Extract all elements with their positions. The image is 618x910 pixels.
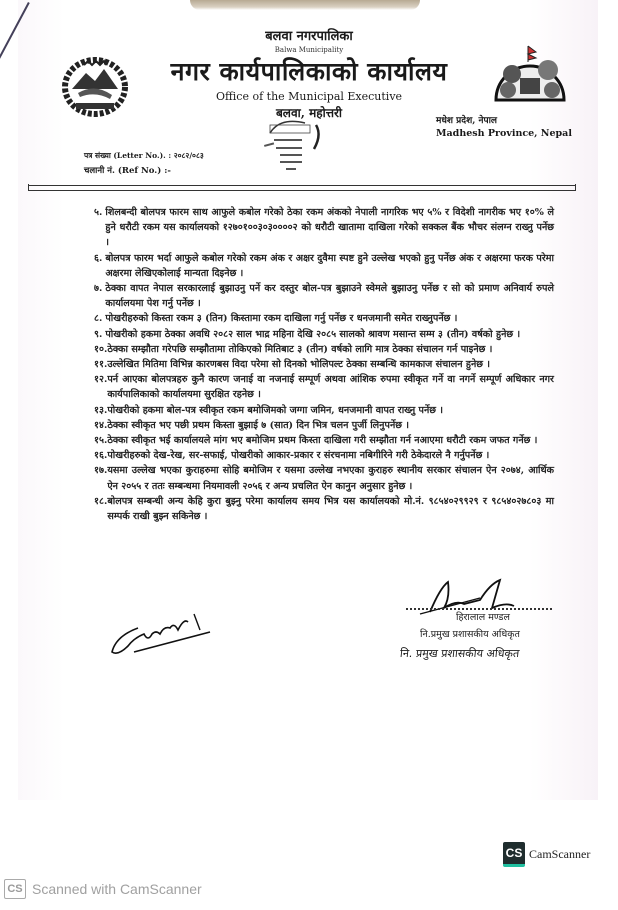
list-item: १०. ठेक्का सम्झौता गरेपछि सम्झौतामा तोकिएको मितिबाट ३ (तीन) वर्षको लागि मात्र ठेक्का संचालन गर्न पाइनेछ । — [94, 343, 493, 355]
signatory-title-handwritten: नि. प्रमुख प्रशासकीय अधिकृत — [399, 647, 520, 660]
province-en: Madhesh Province, Nepal — [436, 128, 572, 139]
camscanner-logo-icon: CS — [503, 842, 525, 867]
page-edge-shadow — [190, 0, 420, 10]
office-title-np: नगर कार्यपालिकाको कार्यालय — [170, 57, 448, 86]
scanned-with-footer — [4, 879, 202, 899]
scanned-with-label: Scanned with CamScanner — [32, 881, 202, 897]
camscanner-footer-logo-icon: CS — [4, 879, 26, 899]
list-item: ८. पोखरीहरुको किस्ता रकम ३ (तिन) किस्तामा रकम दाखिला गर्नु पर्नेछ र धनजमानी समेत राख्नुपर्नेछ । — [94, 313, 458, 325]
list-item: १३. पोखरीको हकमा बोल-पत्र स्वीकृत रकम बमोजिमको जग्गा जमिन, धनजमानी वापत राख्नु पर्नेछ । — [94, 404, 444, 416]
list-item: ५. शिलबन्दी बोलपत्र फारम साथ आफुले कबोल गरेको ठेका रकम अंकको नेपाली नागरिक भए ५% र विदेशी नागरीक भए १०% ले हुने धरौटी रकम यस कार्यालयको १२७०१००३०३००००२ को धरौटी खातामा दाखिला गरेको सक्कल बैंक भौचर संलग्न राख्नु पर्नेछ । — [94, 207, 554, 249]
signatory-title: नि.प्रमुख प्रशासकीय अधिकृत — [420, 629, 520, 640]
handwritten-signature-left — [108, 608, 218, 663]
nepal-emblem-icon — [60, 55, 130, 117]
list-item: ९. पोखरीको हकमा ठेक्का अवधि २०८२ साल भाद्र महिना देखि २०८५ सालको श्रावण मसान्त सम्म ३ (तीन) वर्षको हुनेछ । — [94, 328, 521, 340]
province-np: मधेश प्रदेश, नेपाल — [436, 116, 497, 126]
camscanner-badge — [503, 842, 590, 867]
camscanner-label: CamScanner — [529, 847, 591, 861]
list-item: १७. यसमा उल्लेख भएका कुराहरुमा सोहि बमोजिम र यसमा उल्लेख नभएका कुराहरु स्थानीय सरकार संचालन ऐन २०७४, आर्थिक ऐन २०५५ र ततः सम्बन्धमा नियमावली २०५६ र अन्य प्रचलित ऐन कानुन अनुसार हुनेछ । — [94, 465, 554, 492]
header-divider-cap — [28, 184, 29, 190]
municipality-logo-icon — [490, 40, 570, 105]
district-np: बलवा, महोत्तरी — [275, 106, 343, 120]
header-divider-cap — [575, 184, 576, 190]
list-item: १४. ठेक्का स्वीकृत भए पछी प्रथम किस्ता बुझाई ७ (सात) दिन भित्र चलन पुर्जी लिनुपर्नेछ । — [94, 419, 409, 431]
list-item: ६. बोलपत्र फारम भर्दा आफुले कबोल गरेको रकम अंक र अक्षर दुवैमा स्पष्ट हुने उल्लेख भएको हुनु पर्नेछ अंक र अक्षरमा फरक परेमा अक्षरमा लेखिएकोलाई मान्यता दिइनेछ । — [94, 252, 554, 279]
reference-number: चलानी नं. (Ref No.) :- — [84, 166, 171, 176]
list-item: १२. पर्न आएका बोलपत्रहरु कुनै कारण जनाई वा नजनाई सम्पूर्ण अथवा आंशिक रुपमा स्वीकृत गर्ने वा नगर्ने सम्पूर्ण अधिकार नगर कार्यपालिकाको कार्यालयमा सुरक्षित रहनेछ । — [94, 374, 554, 401]
letter-number: पत्र संख्या (Letter No.). : २०८२/०८३ — [84, 151, 204, 160]
signatory-name: हिरालाल मण्डल — [456, 612, 510, 623]
municipality-name-en: Balwa Municipality — [274, 46, 344, 54]
office-title-en: Office of the Municipal Executive — [215, 90, 403, 103]
list-item: ११. उल्लेखित मितिमा विभिन्न कारणबस विदा परेमा सो दिनको भोलिपल्ट ठेक्का सम्बन्धि कामकाज संचालन हुनेछ । — [94, 359, 490, 371]
office-stamp — [250, 115, 340, 180]
terms-list — [94, 205, 554, 524]
municipality-name-np: बलवा नगरपालिका — [265, 29, 353, 44]
list-item: ७. ठेक्का वापत नेपाल सरकारलाई बुझाउनु पर्ने कर दस्तुर बोल-पत्र बुझाउने स्वेमले बुझाउनु पर्नेछ र सो को प्रमाण अनिवार्य रुपले कार्यालयमा पेश गर्नु पर्नेछ । — [94, 283, 554, 310]
header-divider — [28, 185, 576, 191]
list-item: १८. बोलपत्र सम्बन्धी अन्य केहि कुरा बुझ्नु परेमा कार्यालय समय भित्र यस कार्यालयको मो.नं. ९८५४०२९९२९ र ९८५४०२७८०३ मा सम्पर्क राखी बुझ्न सकिनेछ । — [94, 495, 554, 523]
list-item: १६. पोखरीहरुको देख-रेख, सर-सफाई, पोखरीको आकार-प्रकार र संरचनामा नबिगीरिने गरी ठेकेदारले नै गर्नुपर्नेछ । — [94, 450, 490, 462]
list-item: १५. ठेक्का स्वीकृत भई कार्यालयले मांग भए बमोजिम प्रथम किस्ता दाखिला गरी सम्झौता गर्न नआएमा धरौटी रकम जफत गर्नेछ । — [94, 435, 538, 447]
